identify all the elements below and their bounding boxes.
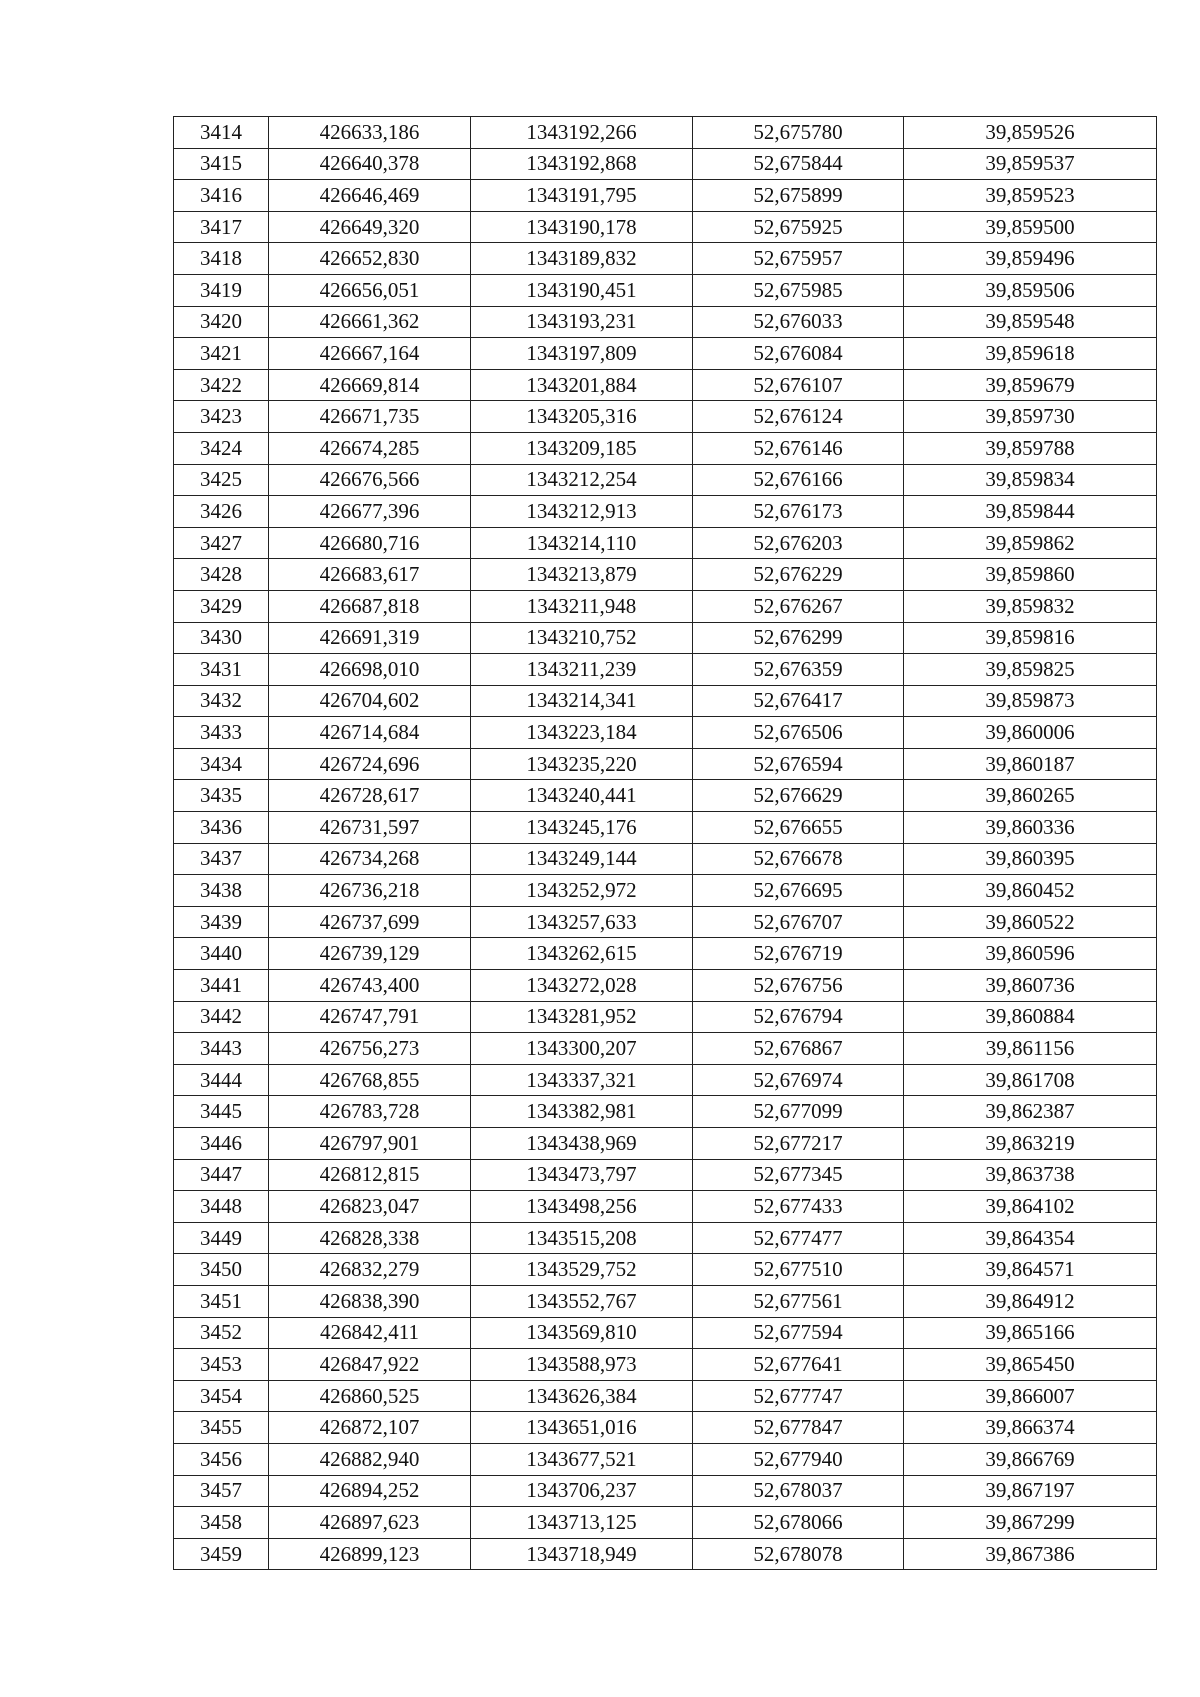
x-coordinate-cell: 426842,411 [269, 1317, 471, 1349]
latitude-cell: 52,676146 [693, 432, 904, 464]
table-row [174, 1159, 1157, 1191]
longitude-cell: 39,859873 [904, 685, 1157, 717]
point-number-cell: 3414 [174, 117, 269, 149]
latitude-cell: 52,676678 [693, 843, 904, 875]
point-number-cell: 3433 [174, 717, 269, 749]
latitude-cell: 52,676084 [693, 338, 904, 370]
latitude-cell: 52,676756 [693, 970, 904, 1002]
point-number-cell: 3449 [174, 1222, 269, 1254]
x-coordinate-cell: 426847,922 [269, 1349, 471, 1381]
point-number-cell: 3430 [174, 622, 269, 654]
longitude-cell: 39,860884 [904, 1001, 1157, 1033]
table-row [174, 432, 1157, 464]
x-coordinate-cell: 426683,617 [269, 559, 471, 591]
table-row [174, 464, 1157, 496]
y-coordinate-cell: 1343245,176 [471, 812, 693, 844]
y-coordinate-cell: 1343473,797 [471, 1159, 693, 1191]
latitude-cell: 52,677099 [693, 1096, 904, 1128]
table-row [174, 1096, 1157, 1128]
y-coordinate-cell: 1343569,810 [471, 1317, 693, 1349]
y-coordinate-cell: 1343191,795 [471, 180, 693, 212]
y-coordinate-cell: 1343706,237 [471, 1475, 693, 1507]
longitude-cell: 39,859816 [904, 622, 1157, 654]
latitude-cell: 52,676594 [693, 748, 904, 780]
x-coordinate-cell: 426652,830 [269, 243, 471, 275]
coordinates-table-body [174, 117, 1157, 1570]
point-number-cell: 3444 [174, 1064, 269, 1096]
table-row [174, 812, 1157, 844]
point-number-cell: 3438 [174, 875, 269, 907]
longitude-cell: 39,864912 [904, 1285, 1157, 1317]
longitude-cell: 39,859730 [904, 401, 1157, 433]
latitude-cell: 52,677477 [693, 1222, 904, 1254]
latitude-cell: 52,676267 [693, 590, 904, 622]
longitude-cell: 39,859537 [904, 148, 1157, 180]
longitude-cell: 39,859526 [904, 117, 1157, 149]
point-number-cell: 3452 [174, 1317, 269, 1349]
x-coordinate-cell: 426747,791 [269, 1001, 471, 1033]
x-coordinate-cell: 426731,597 [269, 812, 471, 844]
point-number-cell: 3453 [174, 1349, 269, 1381]
longitude-cell: 39,859500 [904, 211, 1157, 243]
y-coordinate-cell: 1343223,184 [471, 717, 693, 749]
point-number-cell: 3451 [174, 1285, 269, 1317]
y-coordinate-cell: 1343192,868 [471, 148, 693, 180]
latitude-cell: 52,676173 [693, 496, 904, 528]
latitude-cell: 52,676719 [693, 938, 904, 970]
table-row [174, 180, 1157, 212]
point-number-cell: 3455 [174, 1412, 269, 1444]
longitude-cell: 39,861156 [904, 1033, 1157, 1065]
table-row [174, 1191, 1157, 1223]
x-coordinate-cell: 426872,107 [269, 1412, 471, 1444]
table-row [174, 527, 1157, 559]
table-row [174, 748, 1157, 780]
point-number-cell: 3459 [174, 1538, 269, 1570]
table-row [174, 559, 1157, 591]
point-number-cell: 3419 [174, 274, 269, 306]
point-number-cell: 3457 [174, 1475, 269, 1507]
table-row [174, 117, 1157, 149]
y-coordinate-cell: 1343214,110 [471, 527, 693, 559]
latitude-cell: 52,677217 [693, 1128, 904, 1160]
point-number-cell: 3424 [174, 432, 269, 464]
y-coordinate-cell: 1343382,981 [471, 1096, 693, 1128]
x-coordinate-cell: 426704,602 [269, 685, 471, 717]
y-coordinate-cell: 1343281,952 [471, 1001, 693, 1033]
latitude-cell: 52,676695 [693, 875, 904, 907]
point-number-cell: 3439 [174, 906, 269, 938]
x-coordinate-cell: 426724,696 [269, 748, 471, 780]
table-row [174, 654, 1157, 686]
table-row [174, 1475, 1157, 1507]
longitude-cell: 39,860187 [904, 748, 1157, 780]
point-number-cell: 3415 [174, 148, 269, 180]
y-coordinate-cell: 1343718,949 [471, 1538, 693, 1570]
point-number-cell: 3422 [174, 369, 269, 401]
point-number-cell: 3428 [174, 559, 269, 591]
table-row [174, 1317, 1157, 1349]
table-row [174, 274, 1157, 306]
latitude-cell: 52,676629 [693, 780, 904, 812]
latitude-cell: 52,675985 [693, 274, 904, 306]
latitude-cell: 52,677561 [693, 1285, 904, 1317]
longitude-cell: 39,861708 [904, 1064, 1157, 1096]
point-number-cell: 3431 [174, 654, 269, 686]
x-coordinate-cell: 426783,728 [269, 1096, 471, 1128]
longitude-cell: 39,866374 [904, 1412, 1157, 1444]
point-number-cell: 3425 [174, 464, 269, 496]
x-coordinate-cell: 426633,186 [269, 117, 471, 149]
point-number-cell: 3448 [174, 1191, 269, 1223]
longitude-cell: 39,859618 [904, 338, 1157, 370]
table-row [174, 1033, 1157, 1065]
y-coordinate-cell: 1343529,752 [471, 1254, 693, 1286]
x-coordinate-cell: 426656,051 [269, 274, 471, 306]
table-row [174, 622, 1157, 654]
point-number-cell: 3436 [174, 812, 269, 844]
table-row [174, 338, 1157, 370]
longitude-cell: 39,860006 [904, 717, 1157, 749]
point-number-cell: 3423 [174, 401, 269, 433]
x-coordinate-cell: 426687,818 [269, 590, 471, 622]
latitude-cell: 52,676867 [693, 1033, 904, 1065]
latitude-cell: 52,676707 [693, 906, 904, 938]
x-coordinate-cell: 426677,396 [269, 496, 471, 528]
y-coordinate-cell: 1343205,316 [471, 401, 693, 433]
latitude-cell: 52,675899 [693, 180, 904, 212]
y-coordinate-cell: 1343272,028 [471, 970, 693, 1002]
y-coordinate-cell: 1343262,615 [471, 938, 693, 970]
y-coordinate-cell: 1343210,752 [471, 622, 693, 654]
table-row [174, 970, 1157, 1002]
y-coordinate-cell: 1343515,208 [471, 1222, 693, 1254]
latitude-cell: 52,676229 [693, 559, 904, 591]
latitude-cell: 52,676974 [693, 1064, 904, 1096]
table-row [174, 401, 1157, 433]
longitude-cell: 39,859832 [904, 590, 1157, 622]
latitude-cell: 52,675957 [693, 243, 904, 275]
longitude-cell: 39,859860 [904, 559, 1157, 591]
table-row [174, 780, 1157, 812]
longitude-cell: 39,863219 [904, 1128, 1157, 1160]
point-number-cell: 3454 [174, 1380, 269, 1412]
point-number-cell: 3417 [174, 211, 269, 243]
table-row [174, 243, 1157, 275]
y-coordinate-cell: 1343201,884 [471, 369, 693, 401]
x-coordinate-cell: 426838,390 [269, 1285, 471, 1317]
latitude-cell: 52,676794 [693, 1001, 904, 1033]
latitude-cell: 52,676299 [693, 622, 904, 654]
point-number-cell: 3447 [174, 1159, 269, 1191]
table-row [174, 685, 1157, 717]
table-row [174, 369, 1157, 401]
latitude-cell: 52,676359 [693, 654, 904, 686]
point-number-cell: 3456 [174, 1443, 269, 1475]
x-coordinate-cell: 426899,123 [269, 1538, 471, 1570]
x-coordinate-cell: 426797,901 [269, 1128, 471, 1160]
y-coordinate-cell: 1343552,767 [471, 1285, 693, 1317]
longitude-cell: 39,865166 [904, 1317, 1157, 1349]
x-coordinate-cell: 426828,338 [269, 1222, 471, 1254]
x-coordinate-cell: 426739,129 [269, 938, 471, 970]
longitude-cell: 39,867386 [904, 1538, 1157, 1570]
x-coordinate-cell: 426661,362 [269, 306, 471, 338]
x-coordinate-cell: 426714,684 [269, 717, 471, 749]
latitude-cell: 52,676166 [693, 464, 904, 496]
longitude-cell: 39,859679 [904, 369, 1157, 401]
y-coordinate-cell: 1343626,384 [471, 1380, 693, 1412]
table-row [174, 906, 1157, 938]
point-number-cell: 3440 [174, 938, 269, 970]
table-row [174, 496, 1157, 528]
table-row [174, 1128, 1157, 1160]
y-coordinate-cell: 1343252,972 [471, 875, 693, 907]
x-coordinate-cell: 426823,047 [269, 1191, 471, 1223]
y-coordinate-cell: 1343713,125 [471, 1507, 693, 1539]
point-number-cell: 3416 [174, 180, 269, 212]
longitude-cell: 39,865450 [904, 1349, 1157, 1381]
coordinates-table [173, 116, 1157, 1570]
point-number-cell: 3426 [174, 496, 269, 528]
x-coordinate-cell: 426698,010 [269, 654, 471, 686]
y-coordinate-cell: 1343240,441 [471, 780, 693, 812]
latitude-cell: 52,676124 [693, 401, 904, 433]
point-number-cell: 3434 [174, 748, 269, 780]
table-row [174, 1412, 1157, 1444]
x-coordinate-cell: 426728,617 [269, 780, 471, 812]
table-row [174, 1538, 1157, 1570]
y-coordinate-cell: 1343189,832 [471, 243, 693, 275]
point-number-cell: 3446 [174, 1128, 269, 1160]
x-coordinate-cell: 426756,273 [269, 1033, 471, 1065]
point-number-cell: 3443 [174, 1033, 269, 1065]
y-coordinate-cell: 1343300,207 [471, 1033, 693, 1065]
table-row [174, 590, 1157, 622]
longitude-cell: 39,860265 [904, 780, 1157, 812]
latitude-cell: 52,677940 [693, 1443, 904, 1475]
y-coordinate-cell: 1343193,231 [471, 306, 693, 338]
y-coordinate-cell: 1343212,913 [471, 496, 693, 528]
longitude-cell: 39,859496 [904, 243, 1157, 275]
table-row [174, 1222, 1157, 1254]
x-coordinate-cell: 426646,469 [269, 180, 471, 212]
latitude-cell: 52,676655 [693, 812, 904, 844]
latitude-cell: 52,678078 [693, 1538, 904, 1570]
point-number-cell: 3441 [174, 970, 269, 1002]
longitude-cell: 39,859825 [904, 654, 1157, 686]
latitude-cell: 52,678037 [693, 1475, 904, 1507]
point-number-cell: 3432 [174, 685, 269, 717]
longitude-cell: 39,860736 [904, 970, 1157, 1002]
y-coordinate-cell: 1343214,341 [471, 685, 693, 717]
table-row [174, 1349, 1157, 1381]
y-coordinate-cell: 1343190,178 [471, 211, 693, 243]
latitude-cell: 52,676033 [693, 306, 904, 338]
table-row [174, 1443, 1157, 1475]
point-number-cell: 3442 [174, 1001, 269, 1033]
table-row [174, 1001, 1157, 1033]
latitude-cell: 52,677747 [693, 1380, 904, 1412]
x-coordinate-cell: 426736,218 [269, 875, 471, 907]
x-coordinate-cell: 426667,164 [269, 338, 471, 370]
point-number-cell: 3429 [174, 590, 269, 622]
longitude-cell: 39,867299 [904, 1507, 1157, 1539]
longitude-cell: 39,863738 [904, 1159, 1157, 1191]
point-number-cell: 3445 [174, 1096, 269, 1128]
x-coordinate-cell: 426680,716 [269, 527, 471, 559]
point-number-cell: 3437 [174, 843, 269, 875]
y-coordinate-cell: 1343498,256 [471, 1191, 693, 1223]
table-row [174, 1285, 1157, 1317]
longitude-cell: 39,859506 [904, 274, 1157, 306]
x-coordinate-cell: 426734,268 [269, 843, 471, 875]
table-row [174, 1380, 1157, 1412]
x-coordinate-cell: 426674,285 [269, 432, 471, 464]
latitude-cell: 52,675780 [693, 117, 904, 149]
x-coordinate-cell: 426882,940 [269, 1443, 471, 1475]
latitude-cell: 52,677510 [693, 1254, 904, 1286]
latitude-cell: 52,677345 [693, 1159, 904, 1191]
table-row [174, 211, 1157, 243]
latitude-cell: 52,675925 [693, 211, 904, 243]
x-coordinate-cell: 426649,320 [269, 211, 471, 243]
longitude-cell: 39,859548 [904, 306, 1157, 338]
y-coordinate-cell: 1343257,633 [471, 906, 693, 938]
point-number-cell: 3458 [174, 1507, 269, 1539]
x-coordinate-cell: 426676,566 [269, 464, 471, 496]
latitude-cell: 52,678066 [693, 1507, 904, 1539]
y-coordinate-cell: 1343235,220 [471, 748, 693, 780]
longitude-cell: 39,866007 [904, 1380, 1157, 1412]
point-number-cell: 3421 [174, 338, 269, 370]
table-row [174, 1507, 1157, 1539]
longitude-cell: 39,859523 [904, 180, 1157, 212]
latitude-cell: 52,675844 [693, 148, 904, 180]
longitude-cell: 39,867197 [904, 1475, 1157, 1507]
latitude-cell: 52,676107 [693, 369, 904, 401]
longitude-cell: 39,860336 [904, 812, 1157, 844]
longitude-cell: 39,859788 [904, 432, 1157, 464]
y-coordinate-cell: 1343209,185 [471, 432, 693, 464]
table-row [174, 1254, 1157, 1286]
y-coordinate-cell: 1343197,809 [471, 338, 693, 370]
point-number-cell: 3435 [174, 780, 269, 812]
longitude-cell: 39,860395 [904, 843, 1157, 875]
x-coordinate-cell: 426743,400 [269, 970, 471, 1002]
longitude-cell: 39,860596 [904, 938, 1157, 970]
x-coordinate-cell: 426671,735 [269, 401, 471, 433]
y-coordinate-cell: 1343211,948 [471, 590, 693, 622]
x-coordinate-cell: 426897,623 [269, 1507, 471, 1539]
latitude-cell: 52,677433 [693, 1191, 904, 1223]
x-coordinate-cell: 426640,378 [269, 148, 471, 180]
y-coordinate-cell: 1343192,266 [471, 117, 693, 149]
x-coordinate-cell: 426812,815 [269, 1159, 471, 1191]
point-number-cell: 3418 [174, 243, 269, 275]
longitude-cell: 39,860522 [904, 906, 1157, 938]
longitude-cell: 39,864571 [904, 1254, 1157, 1286]
longitude-cell: 39,864354 [904, 1222, 1157, 1254]
longitude-cell: 39,859834 [904, 464, 1157, 496]
latitude-cell: 52,676203 [693, 527, 904, 559]
y-coordinate-cell: 1343249,144 [471, 843, 693, 875]
longitude-cell: 39,866769 [904, 1443, 1157, 1475]
x-coordinate-cell: 426669,814 [269, 369, 471, 401]
y-coordinate-cell: 1343212,254 [471, 464, 693, 496]
point-number-cell: 3427 [174, 527, 269, 559]
table-row [174, 843, 1157, 875]
x-coordinate-cell: 426737,699 [269, 906, 471, 938]
longitude-cell: 39,859844 [904, 496, 1157, 528]
table-row [174, 306, 1157, 338]
longitude-cell: 39,862387 [904, 1096, 1157, 1128]
latitude-cell: 52,676506 [693, 717, 904, 749]
latitude-cell: 52,677594 [693, 1317, 904, 1349]
y-coordinate-cell: 1343677,521 [471, 1443, 693, 1475]
y-coordinate-cell: 1343588,973 [471, 1349, 693, 1381]
table-row [174, 938, 1157, 970]
table-row [174, 717, 1157, 749]
x-coordinate-cell: 426832,279 [269, 1254, 471, 1286]
longitude-cell: 39,859862 [904, 527, 1157, 559]
longitude-cell: 39,864102 [904, 1191, 1157, 1223]
y-coordinate-cell: 1343213,879 [471, 559, 693, 591]
x-coordinate-cell: 426894,252 [269, 1475, 471, 1507]
longitude-cell: 39,860452 [904, 875, 1157, 907]
table-row [174, 1064, 1157, 1096]
point-number-cell: 3420 [174, 306, 269, 338]
point-number-cell: 3450 [174, 1254, 269, 1286]
y-coordinate-cell: 1343438,969 [471, 1128, 693, 1160]
y-coordinate-cell: 1343190,451 [471, 274, 693, 306]
latitude-cell: 52,677847 [693, 1412, 904, 1444]
latitude-cell: 52,677641 [693, 1349, 904, 1381]
table-row [174, 875, 1157, 907]
x-coordinate-cell: 426860,525 [269, 1380, 471, 1412]
x-coordinate-cell: 426768,855 [269, 1064, 471, 1096]
y-coordinate-cell: 1343211,239 [471, 654, 693, 686]
x-coordinate-cell: 426691,319 [269, 622, 471, 654]
y-coordinate-cell: 1343337,321 [471, 1064, 693, 1096]
y-coordinate-cell: 1343651,016 [471, 1412, 693, 1444]
table-row [174, 148, 1157, 180]
latitude-cell: 52,676417 [693, 685, 904, 717]
